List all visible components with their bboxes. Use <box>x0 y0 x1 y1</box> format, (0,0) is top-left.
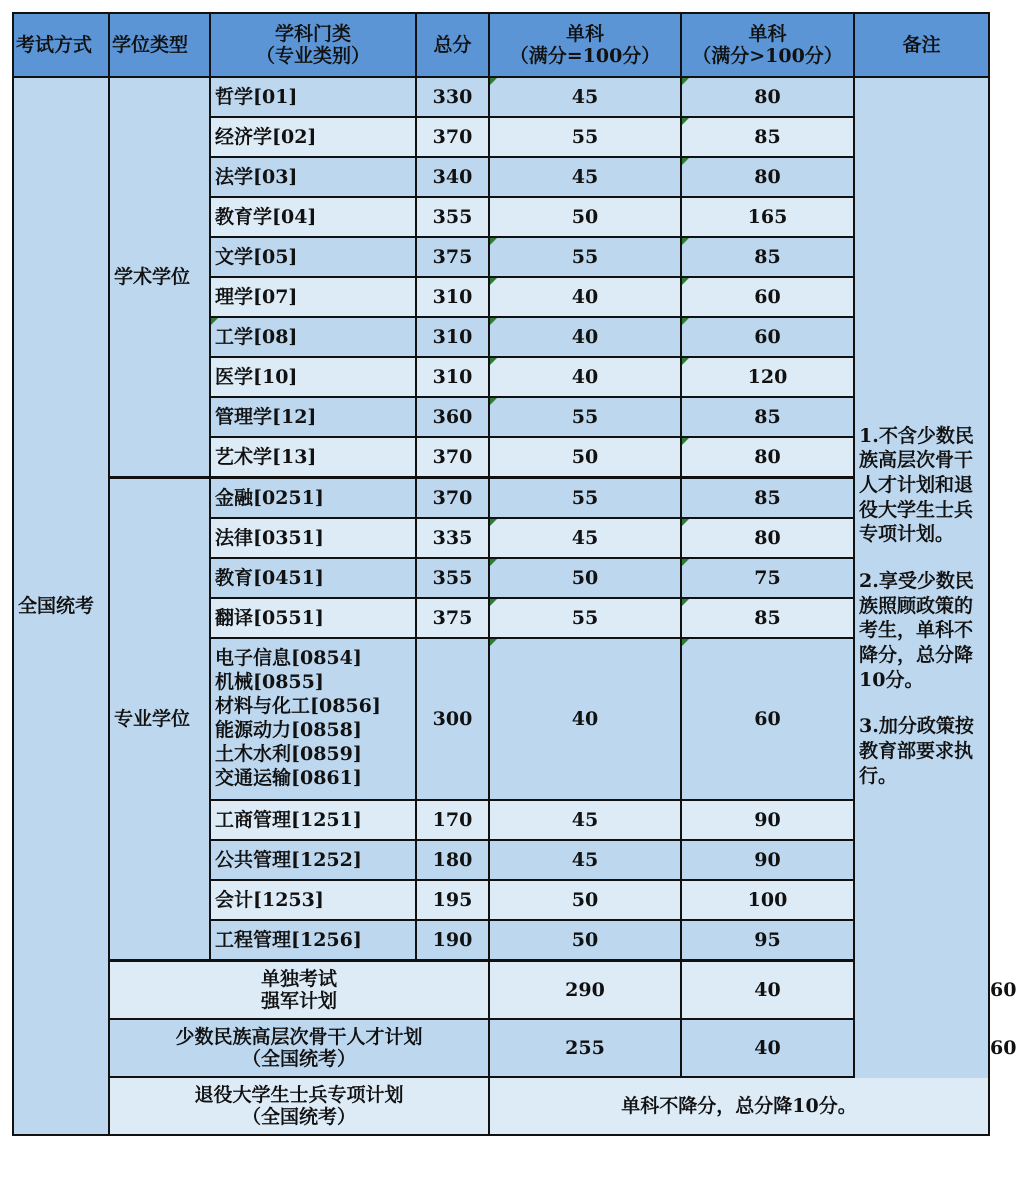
veteran-label <box>109 1077 489 1135</box>
subject-line: 材料与化工[0856] <box>215 695 381 718</box>
degree-type-academic: 学术学位 <box>109 77 210 478</box>
header-single-100-line2: （满分=100分） <box>509 45 661 67</box>
header-row <box>13 13 989 77</box>
degree-type-professional: 专业学位 <box>109 478 210 961</box>
single-over-cell: 75 <box>681 558 854 598</box>
single-over-cell: 60 <box>681 277 854 317</box>
subject-line: 电子信息[0854] <box>215 647 362 670</box>
minority-line2: （全国统考） <box>241 1048 356 1070</box>
single-100-cell: 50 <box>489 437 681 478</box>
single-over-cell: 80 <box>681 157 854 197</box>
subject-cell: 教育学[04] <box>210 197 416 237</box>
single-100-cell: 45 <box>489 840 681 880</box>
subject-cell: 教育[0451] <box>210 558 416 598</box>
subject-cell: 文学[05] <box>210 237 416 277</box>
header-total: 总分 <box>416 13 489 77</box>
total-cell: 360 <box>416 397 489 437</box>
score-table-container <box>12 12 1016 1136</box>
single-100-cell: 40 <box>489 277 681 317</box>
veteran-policy: 单科不降分，总分降10分。 <box>489 1077 989 1135</box>
subject-cell: 翻译[0551] <box>210 598 416 638</box>
subject-cell: 工学[08] <box>210 317 416 357</box>
subject-cell: 法学[03] <box>210 157 416 197</box>
single-100-cell: 40 <box>489 317 681 357</box>
header-remark: 备注 <box>854 13 989 77</box>
subject-cell: 管理学[12] <box>210 397 416 437</box>
total-cell: 330 <box>416 77 489 117</box>
total-cell: 310 <box>416 277 489 317</box>
subject-cell: 哲学[01] <box>210 77 416 117</box>
single-over-cell: 60 <box>681 638 854 800</box>
single-over-cell: 95 <box>681 920 854 961</box>
subject-cell: 艺术学[13] <box>210 437 416 478</box>
subject-cell: 工商管理[1251] <box>210 800 416 840</box>
single-100-cell: 50 <box>489 558 681 598</box>
table-row-minority: 少数民族高层次骨干人才计划 （全国统考） 255 40 60 <box>13 1019 989 1077</box>
exam-mode-cell: 全国统考 <box>13 77 109 1135</box>
single-over-cell: 165 <box>681 197 854 237</box>
header-degree-type: 学位类型 <box>109 13 210 77</box>
header-single-over <box>681 13 854 77</box>
header-single-100-line1: 单科 <box>565 22 604 45</box>
single-over-cell: 80 <box>681 518 854 558</box>
total-cell: 375 <box>416 237 489 277</box>
subject-cell: 医学[10] <box>210 357 416 397</box>
single-over-cell: 85 <box>681 478 854 519</box>
single-100-cell: 55 <box>489 117 681 157</box>
subject-line: 机械[0855] <box>215 671 324 694</box>
subject-line: 交通运输[0861] <box>215 766 362 789</box>
subject-cell: 理学[07] <box>210 277 416 317</box>
single-100-cell: 45 <box>489 518 681 558</box>
total-cell: 310 <box>416 317 489 357</box>
single-over-cell: 85 <box>681 117 854 157</box>
total-cell: 375 <box>416 598 489 638</box>
single-100-cell: 40 <box>681 1019 854 1077</box>
single-over-cell: 90 <box>681 840 854 880</box>
single-100-cell: 45 <box>489 157 681 197</box>
total-cell: 355 <box>416 197 489 237</box>
subject-cell: 经济学[02] <box>210 117 416 157</box>
subject-cell: 会计[1253] <box>210 880 416 920</box>
table-row-single-exam: 单独考试 强军计划 290 40 60 <box>13 961 989 1020</box>
total-cell: 335 <box>416 518 489 558</box>
single-over-cell: 85 <box>681 397 854 437</box>
table-row <box>13 77 989 117</box>
minority-line1: 少数民族高层次骨干人才计划 <box>175 1025 423 1048</box>
single-over-cell: 90 <box>681 800 854 840</box>
total-cell: 355 <box>416 558 489 598</box>
subject-cell: 法律[0351] <box>210 518 416 558</box>
single-100-cell: 50 <box>489 880 681 920</box>
score-table <box>12 12 1016 1136</box>
total-cell: 370 <box>416 437 489 478</box>
single-100-cell: 45 <box>489 800 681 840</box>
single-over-cell: 100 <box>681 880 854 920</box>
single-100-cell: 55 <box>489 397 681 437</box>
header-single-100 <box>489 13 681 77</box>
table-row-veteran <box>13 1077 989 1135</box>
single-100-cell: 50 <box>489 197 681 237</box>
remark-note-3: 3.加分政策按教育部要求执行。 <box>859 715 974 787</box>
remark-note-1: 1.不含少数民族高层次骨干人才计划和退役大学生士兵专项计划。 <box>859 424 974 546</box>
single-100-cell: 55 <box>489 598 681 638</box>
header-subject-line1: 学科门类 <box>274 22 351 45</box>
single-100-cell: 40 <box>489 638 681 800</box>
header-subject <box>210 13 416 77</box>
total-cell: 290 <box>489 961 681 1020</box>
subject-cell: 工程管理[1256] <box>210 920 416 961</box>
veteran-line1: 退役大学生士兵专项计划 <box>194 1083 404 1106</box>
single-over-cell: 80 <box>681 437 854 478</box>
header-exam-mode: 考试方式 <box>13 13 109 77</box>
total-cell: 190 <box>416 920 489 961</box>
single-100-cell: 40 <box>681 961 854 1020</box>
total-cell: 300 <box>416 638 489 800</box>
total-cell: 170 <box>416 800 489 840</box>
subject-cell: 公共管理[1252] <box>210 840 416 880</box>
single-over-cell: 80 <box>681 77 854 117</box>
single-100-cell: 40 <box>489 357 681 397</box>
single-100-cell: 55 <box>489 237 681 277</box>
single-100-cell: 50 <box>489 920 681 961</box>
total-cell: 340 <box>416 157 489 197</box>
total-cell: 370 <box>416 478 489 519</box>
header-subject-line2: （专业类别） <box>255 45 370 67</box>
single-exam-line2: 强军计划 <box>260 990 337 1012</box>
veteran-line2: （全国统考） <box>241 1106 356 1128</box>
subject-cell: 金融[0251] <box>210 478 416 519</box>
remark-note-2: 2.享受少数民族照顾政策的考生，单科不降分，总分降10分。 <box>859 569 974 691</box>
subject-line: 能源动力[0858] <box>215 719 362 741</box>
header-single-over-line1: 单科 <box>748 22 787 45</box>
single-over-cell: 60 <box>681 317 854 357</box>
total-cell: 195 <box>416 880 489 920</box>
remark-notes <box>854 77 989 1135</box>
single-exam-line1: 单独考试 <box>260 967 337 990</box>
single-exam-label <box>109 961 489 1020</box>
minority-label <box>109 1019 489 1077</box>
total-cell: 370 <box>416 117 489 157</box>
table-row <box>13 478 989 519</box>
total-cell: 180 <box>416 840 489 880</box>
single-over-cell: 85 <box>681 598 854 638</box>
single-100-cell: 45 <box>489 77 681 117</box>
single-over-cell: 120 <box>681 357 854 397</box>
total-cell: 255 <box>489 1019 681 1077</box>
single-over-cell: 85 <box>681 237 854 277</box>
total-cell: 310 <box>416 357 489 397</box>
header-single-over-line2: （满分>100分） <box>692 45 843 67</box>
engineering-subjects-cell <box>210 638 416 800</box>
single-100-cell: 55 <box>489 478 681 519</box>
subject-line: 土木水利[0859] <box>215 742 362 765</box>
